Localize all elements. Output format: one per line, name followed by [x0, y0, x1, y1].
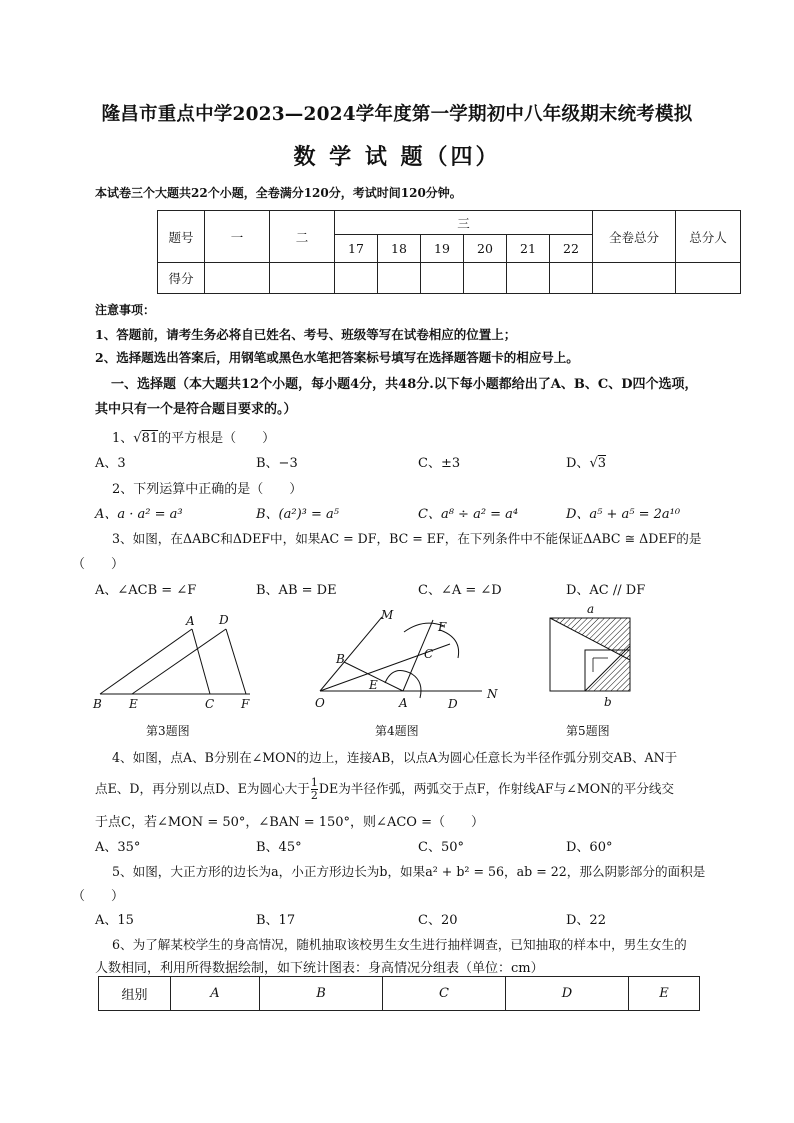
fig3-label-b: B: [93, 697, 102, 711]
q5-option-c[interactable]: C、20: [418, 913, 458, 928]
score-col-one: 一: [205, 211, 270, 263]
section-desc: （本大题共12个小题，每小题4分，共48分.以下每小题都给出了A、B、C、D四个选项，: [176, 377, 698, 392]
group-col-c: C: [383, 977, 506, 1011]
fig3-label-a: A: [186, 614, 195, 628]
question-4-line3: 于点C，若∠MON = 50°，∠BAN = 150°，则∠ACO =（ ）: [95, 815, 484, 830]
score-sub-col: 21: [507, 235, 550, 263]
group-table: [98, 976, 700, 1011]
fig4-caption: 第4题图: [375, 724, 419, 738]
q3-paren: （ ）: [72, 557, 125, 572]
question-2: 2、下列运算中正确的是（ ）: [112, 482, 303, 497]
q2-option-a[interactable]: A、a · a² = a³: [95, 507, 183, 522]
score-sub-col: 22: [550, 235, 593, 263]
q2-option-c[interactable]: C、a⁸ ÷ a² = a⁴: [418, 507, 519, 522]
question-6-line2: 人数相同，利用所得数据绘制，如下统计图表：身高情况分组表（单位：cm）: [95, 961, 544, 976]
fig3-label-f: F: [241, 697, 250, 711]
score-sub-col: 19: [421, 235, 464, 263]
fig4-label-n: N: [487, 687, 498, 701]
question-4-line2: [95, 777, 674, 802]
q2-option-b[interactable]: B、(a²)³ = a⁵: [256, 507, 339, 522]
section-desc-2: [95, 398, 297, 417]
q1-number: 1、: [112, 431, 134, 446]
score-sub-col: 18: [378, 235, 421, 263]
fig3-caption: 第3题图: [146, 724, 190, 738]
fig5-label-a: a: [587, 602, 595, 616]
exam-title: 隆昌市重点中学2023—2024学年度第一学期初中八年级期末统考模拟: [101, 104, 693, 125]
fig3-label-e: E: [129, 697, 138, 711]
fig4-label-a: A: [399, 696, 408, 710]
score-cell[interactable]: [421, 263, 464, 294]
score-col-three: 三: [335, 211, 593, 235]
fig3-label-c: C: [205, 697, 215, 711]
fig5-caption: 第5题图: [566, 724, 610, 738]
q1-option-d-prefix: D、: [566, 456, 590, 471]
question-6-line1: 6、为了解某校学生的身高情况，随机抽取该校男生女生进行抽样调查，已知抽取的样本中，男生女生的: [112, 937, 687, 952]
sqrt-icon: √: [133, 431, 142, 446]
q4-option-b[interactable]: B、45°: [256, 840, 302, 855]
score-cell[interactable]: [593, 263, 676, 294]
fig5-shaded-bottom: [585, 646, 630, 691]
q4-line2-post: DE为半径作弧，两弧交于点F，作射线AF与∠MON的平分线交: [318, 781, 675, 796]
q2-option-d[interactable]: D、a⁵ + a⁵ = 2a¹⁰: [566, 507, 681, 522]
score-cell[interactable]: [378, 263, 421, 294]
score-sub-col: 20: [464, 235, 507, 263]
note-item: 1、答题前，请考生务必将自已姓名、考号、班级等写在试卷相应的位置上；: [95, 327, 517, 342]
q4-fraction: [311, 777, 318, 802]
group-col-a: A: [171, 977, 260, 1011]
score-cell[interactable]: [550, 263, 593, 294]
fig3-side-ac: [192, 629, 210, 694]
group-col-d: D: [506, 977, 629, 1011]
q1-radicand: 81: [141, 431, 159, 446]
figure-3: [100, 629, 250, 694]
q1-option-d-radicand: 3: [597, 456, 607, 471]
score-cell[interactable]: [270, 263, 335, 294]
q1-stem: 的平方根是（ ）: [158, 431, 276, 446]
group-header: 组别: [99, 977, 171, 1011]
score-col-two: 二: [270, 211, 335, 263]
fig4-label-m: M: [381, 608, 394, 622]
exam-intro: 本试卷三个大题共22个小题，全卷满分120分，考试时间120分钟。: [95, 186, 462, 200]
q5-option-d[interactable]: D、22: [566, 913, 606, 928]
q1-option-c[interactable]: C、±3: [418, 456, 461, 471]
fig4-label-d: D: [448, 697, 458, 711]
exam-subtitle: 数 学 试 题（四）: [293, 144, 501, 170]
q4-option-c[interactable]: C、50°: [418, 840, 464, 855]
q4-option-d[interactable]: D、60°: [566, 840, 613, 855]
q5-paren: （ ）: [72, 889, 125, 904]
score-cell[interactable]: [464, 263, 507, 294]
figure-5: [550, 618, 630, 691]
section-heading: [95, 373, 697, 392]
score-table: [157, 210, 741, 294]
q4-frac-num: 1: [310, 776, 318, 789]
score-col-total: 全卷总分: [593, 211, 676, 263]
fig3-side-df: [226, 629, 246, 694]
q3-option-c[interactable]: C、∠A = ∠D: [418, 583, 502, 598]
figures-row: [0, 600, 794, 740]
q3-option-a[interactable]: A、∠ACB = ∠F: [95, 583, 197, 598]
q3-option-d[interactable]: D、AC // DF: [566, 583, 646, 598]
fig5-label-b: b: [604, 695, 612, 709]
q1-option-a[interactable]: A、3: [95, 456, 126, 471]
question-3: 3、如图，在ΔABC和ΔDEF中，如果AC = DF，BC = EF，在下列条件中不能保证ΔABC ≅ ΔDEF的是: [112, 531, 702, 546]
score-cell[interactable]: [676, 263, 741, 294]
sqrt-icon: √: [589, 456, 598, 471]
group-col-b: B: [260, 977, 383, 1011]
fig4-label-b: B: [336, 652, 345, 666]
q5-option-b[interactable]: B、17: [256, 913, 296, 928]
fig4-label-c: C: [424, 647, 434, 661]
note-item: 2、选择题选出答案后，用钢笔或黑色水笔把答案标号填写在选择题答题卡的相应号上。: [95, 350, 579, 365]
q1-option-d[interactable]: [566, 452, 606, 471]
q4-frac-den: 2: [310, 789, 318, 802]
q5-option-a[interactable]: A、15: [95, 913, 134, 928]
question-1: [112, 427, 275, 446]
q4-line2-pre: 点E、D，再分别以点D、E为圆心大于: [95, 781, 310, 796]
fig4-label-o: O: [315, 696, 325, 710]
score-col-scorer: 总分人: [676, 211, 741, 263]
score-cell[interactable]: [205, 263, 270, 294]
fig5-shaded-top: [550, 618, 630, 660]
score-cell[interactable]: [335, 263, 378, 294]
fig3-label-d: D: [219, 613, 229, 627]
question-5: 5、如图，大正方形的边长为a，小正方形边长为b，如果a² + b² = 56，ab = 22，那么阴影部分的面积是: [112, 864, 706, 879]
score-row-label: 得分: [158, 263, 205, 294]
q1-option-b[interactable]: B、−3: [256, 456, 298, 471]
question-4-line1: 4、如图，点A、B分别在∠MON的边上，连接AB，以点A为圆心任意长为半径作弧分别交AB、AN于: [112, 750, 678, 765]
score-row-label: 题号: [158, 211, 205, 263]
section-title: 一、选择题: [111, 377, 177, 392]
fig4-label-f: F: [438, 620, 447, 634]
section-desc-line2: 其中只有一个是符合题目要求的。）: [95, 402, 297, 417]
fig4-label-e: E: [369, 678, 378, 692]
score-sub-col: 17: [335, 235, 378, 263]
group-col-e: E: [629, 977, 700, 1011]
q3-option-b[interactable]: B、AB = DE: [256, 583, 337, 598]
notes-heading: 注意事项：: [95, 303, 156, 317]
q4-option-a[interactable]: A、35°: [95, 840, 141, 855]
score-cell[interactable]: [507, 263, 550, 294]
